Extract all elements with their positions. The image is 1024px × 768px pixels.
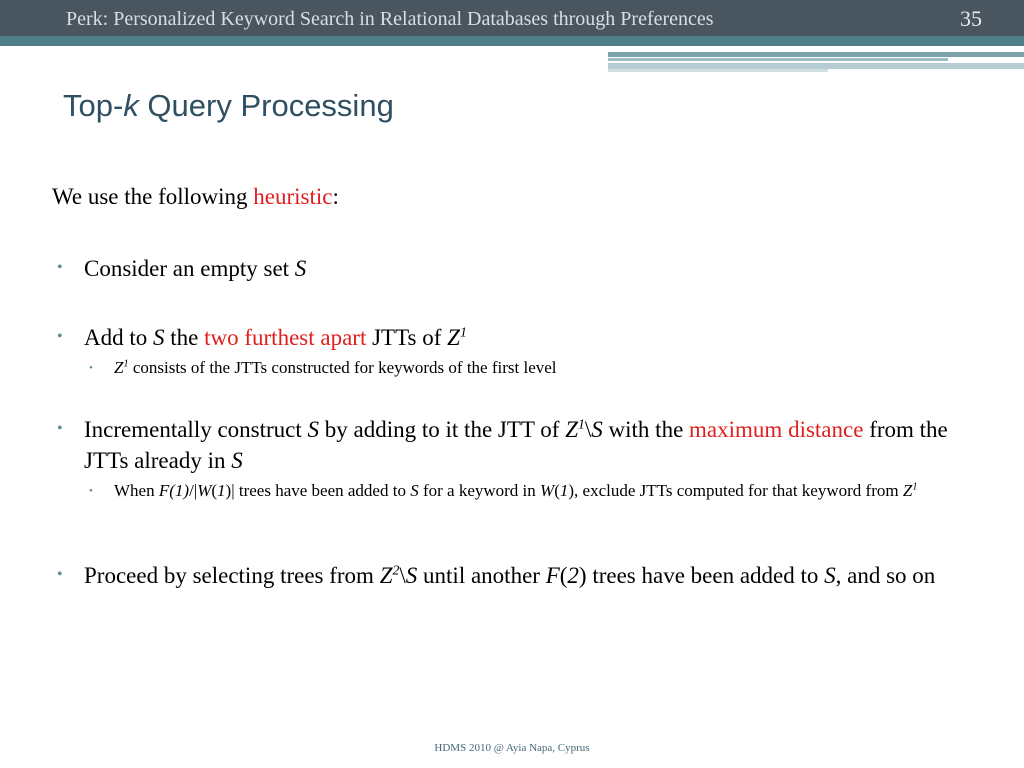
highlight-text: two furthest apart [204, 325, 367, 350]
bullet-proceed-selecting [84, 560, 984, 591]
bullet-incrementally-construct [84, 414, 984, 476]
text: Consider an empty set [84, 256, 295, 281]
highlight-text: maximum distance [689, 417, 864, 442]
var-s: S [231, 448, 243, 473]
text: ), exclude JTTs computed for that keyword from [568, 481, 903, 500]
var-s: S [405, 563, 418, 588]
number: 1 [559, 481, 569, 500]
bullet-icon: • [57, 259, 63, 276]
text: ( [211, 481, 218, 500]
var-s: S [153, 325, 165, 350]
var-w: W [540, 481, 555, 500]
bullet-icon: • [57, 566, 63, 583]
superscript: 1 [578, 416, 585, 432]
presentation-title: Perk: Personalized Keyword Search in Relational Databases through Preferences [66, 8, 714, 30]
decorative-stripe [608, 52, 1024, 57]
text: \ [399, 563, 406, 588]
var-s: S [591, 417, 603, 442]
decorative-stripe [608, 58, 948, 61]
slide-title [63, 88, 394, 124]
bullet-icon: • [57, 420, 63, 437]
text: from the JTTs already in [84, 417, 948, 473]
sub-bullet-when-trees-added [114, 479, 974, 503]
superscript: 2 [392, 562, 400, 578]
text: by adding to it the JTT of [319, 417, 566, 442]
var-s: S [824, 563, 836, 588]
slide-number: 35 [960, 6, 982, 31]
intro-after: : [332, 184, 339, 209]
text: the [164, 325, 205, 350]
intro-before: We use the following [52, 184, 254, 209]
var-f: F [545, 563, 560, 588]
text: When [114, 481, 159, 500]
title-k: k [123, 88, 139, 123]
intro-text [52, 184, 339, 210]
superscript: 1 [912, 481, 918, 493]
var-z: Z [379, 563, 393, 588]
var-z: Z [114, 358, 124, 377]
header-stripe [0, 36, 1024, 46]
text: ( [554, 481, 560, 500]
text: /| [189, 481, 198, 500]
text: \ [584, 417, 592, 442]
text: )| trees have been added to [225, 481, 411, 500]
number: 1 [217, 481, 226, 500]
var-s: S [307, 417, 320, 442]
sub-bullet-icon: • [89, 485, 93, 497]
var-f: F(1) [158, 481, 190, 500]
decorative-stripe [608, 69, 828, 72]
var-z: Z [565, 417, 578, 442]
bullet-icon: • [57, 328, 63, 345]
text: Incrementally construct [84, 417, 308, 442]
superscript: 1 [123, 358, 129, 370]
superscript: 1 [459, 324, 467, 340]
var-z: Z [902, 481, 913, 500]
text: JTTs of [366, 325, 448, 350]
text: until another [417, 563, 546, 588]
footer: HDMS 2010 @ Ayia Napa, Cyprus [434, 742, 590, 754]
sub-bullet-icon: • [89, 362, 93, 374]
text: with the [602, 417, 690, 442]
var-z: Z [447, 325, 460, 350]
title-suffix: Query Processing [138, 88, 394, 123]
text: for a keyword in [418, 481, 541, 500]
number: 2 [567, 563, 579, 588]
text: Proceed by selecting trees from [84, 563, 380, 588]
text: Add to [84, 325, 153, 350]
text: consists of the JTTs constructed for keywords of the first level [128, 358, 557, 377]
var-s: S [410, 481, 419, 500]
var-s: S [294, 256, 307, 281]
sub-bullet-z1-definition [114, 356, 974, 380]
var-w: W [197, 481, 212, 500]
bullet-consider-empty-set [84, 253, 984, 284]
intro-highlight: heuristic [253, 184, 333, 209]
text: ) trees have been added to [578, 563, 825, 588]
text: ( [559, 563, 568, 588]
title-prefix: Top- [63, 88, 124, 123]
bullet-add-furthest [84, 322, 984, 353]
text: , and so on [835, 563, 936, 588]
